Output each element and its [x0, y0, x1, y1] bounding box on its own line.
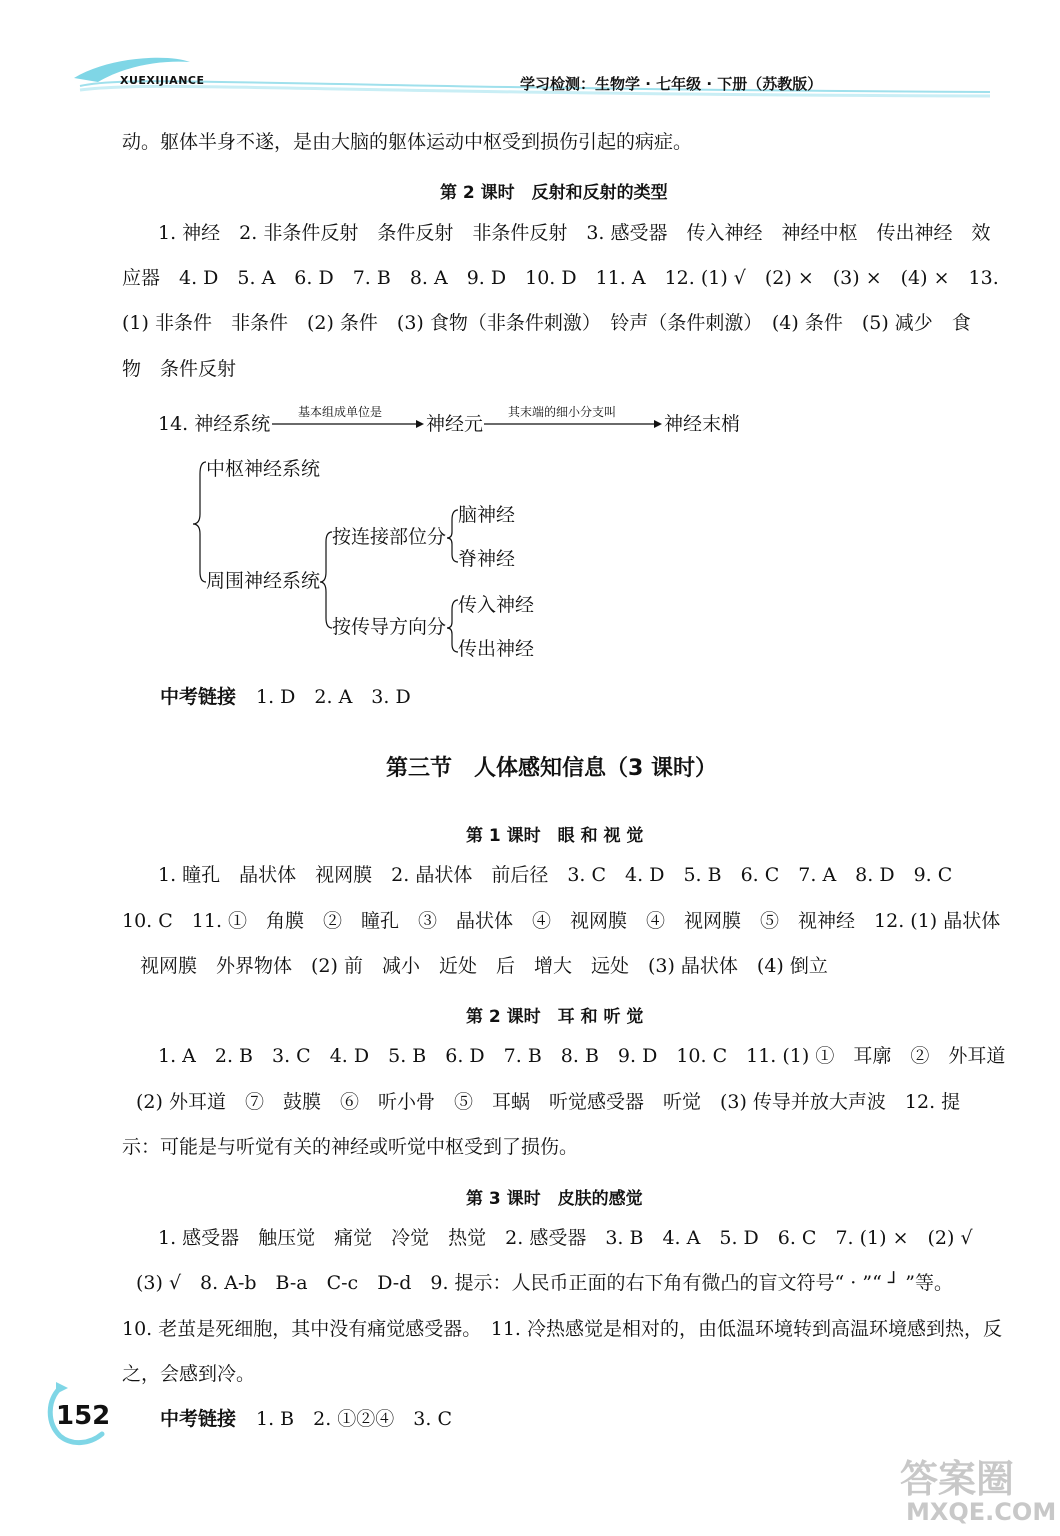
tree-peripheral: 周围神经系统	[206, 570, 321, 592]
tree-afferent: 传入神经	[458, 594, 535, 616]
header-brand: XUEXIJIANCE	[120, 74, 205, 87]
answer-line: (3) √ 8. A-b B-a C-c D-d 9. 提示：人民币正面的右下角有微凸的盲文符号“ · ”“ ┘ ”等。	[136, 1272, 954, 1294]
intro-text: 动。躯体半身不遂，是由大脑的躯体运动中枢受到损伤引起的病症。	[122, 131, 693, 153]
exam-link-answers: 1. D 2. A 3. D	[256, 686, 411, 708]
lesson-title: 第 2 课时 耳 和 听 觉	[466, 1007, 644, 1027]
watermark-top: 答案圈	[900, 1457, 1015, 1501]
answer-line: 10. 老茧是死细胞，其中没有痛觉感受器。 11. 冷热感觉是相对的，由低温环境转到高温环境感到热，反	[122, 1318, 1003, 1340]
tree-efferent: 传出神经	[458, 638, 535, 660]
answer-line: 1. A 2. B 3. C 4. D 5. B 6. D 7. B 8. B 9. D 10. C 11. (1) ① 耳廓 ② 外耳道	[158, 1045, 1006, 1067]
exam-link-label: 中考链接	[160, 1408, 237, 1430]
page-number: 152	[56, 1401, 111, 1431]
q14-end: 神经末梢	[664, 413, 741, 435]
section-title: 第三节 人体感知信息（3 课时）	[386, 756, 717, 781]
q14-prefix: 14. 神经系统	[158, 413, 271, 435]
answer-line: 1. 瞳孔 晶状体 视网膜 2. 晶状体 前后径 3. C 4. D 5. B 6. C 7. A 8. D 9. C	[158, 864, 953, 886]
arrow2-label: 其末端的细小分支叫	[508, 405, 617, 419]
answer-line: 视网膜 外界物体 (2) 前 减小 近处 后 增大 远处 (3) 晶状体 (4) 倒立	[140, 955, 828, 977]
answer-line: 1. 神经 2. 非条件反射 条件反射 非条件反射 3. 感受器 传入神经 神经中枢 传出神经 效	[158, 222, 991, 244]
exam-link-answers: 1. B 2. ①②④ 3. C	[256, 1408, 453, 1430]
arrow2-icon	[484, 418, 662, 430]
answer-line: 之，会感到冷。	[122, 1363, 256, 1385]
exam-link-label: 中考链接	[160, 686, 237, 708]
lesson-title: 第 1 课时 眼 和 视 觉	[466, 826, 644, 846]
q14-mid: 神经元	[426, 413, 484, 435]
arrow1-icon	[272, 418, 424, 430]
tree-by-direction: 按传导方向分	[332, 616, 447, 638]
lesson-title: 第 2 课时 反射和反射的类型	[440, 183, 668, 203]
answer-line: 1. 感受器 触压觉 痛觉 冷觉 热觉 2. 感受器 3. B 4. A 5. D 6. C 7. (1) × (2) √	[158, 1227, 973, 1249]
answer-line: 应器 4. D 5. A 6. D 7. B 8. A 9. D 10. D 11. A 12. (1) √ (2) × (3) × (4) × 13.	[122, 267, 999, 289]
tree-by-location: 按连接部位分	[332, 526, 447, 548]
answer-line: (2) 外耳道 ⑦ 鼓膜 ⑥ 听小骨 ⑤ 耳蜗 听觉感受器 听觉 (3) 传导并放大声波 12. 提	[136, 1091, 961, 1113]
tree-brain-nerve: 脑神经	[458, 504, 516, 526]
answer-line: (1) 非条件 非条件 (2) 条件 (3) 食物（非条件刺激） 铃声（条件刺激） (4) 条件 (5) 减少 食	[122, 312, 971, 334]
watermark-bottom: MXQE.COM	[906, 1498, 1057, 1526]
answer-line: 10. C 11. ① 角膜 ② 瞳孔 ③ 晶状体 ④ 视网膜 ④ 视网膜 ⑤ 视神经 12. (1) 晶状体	[122, 910, 1001, 932]
header-title: 学习检测：生物学 · 七年级 · 下册（苏教版）	[520, 75, 823, 93]
tree-central: 中枢神经系统	[206, 458, 321, 480]
tree-spinal-nerve: 脊神经	[458, 548, 516, 570]
answer-line: 物 条件反射	[122, 358, 237, 380]
arrow1-label: 基本组成单位是	[298, 405, 383, 419]
answer-line: 示：可能是与听觉有关的神经或听觉中枢受到了损伤。	[122, 1136, 579, 1158]
lesson-title: 第 3 课时 皮肤的感觉	[466, 1189, 643, 1209]
